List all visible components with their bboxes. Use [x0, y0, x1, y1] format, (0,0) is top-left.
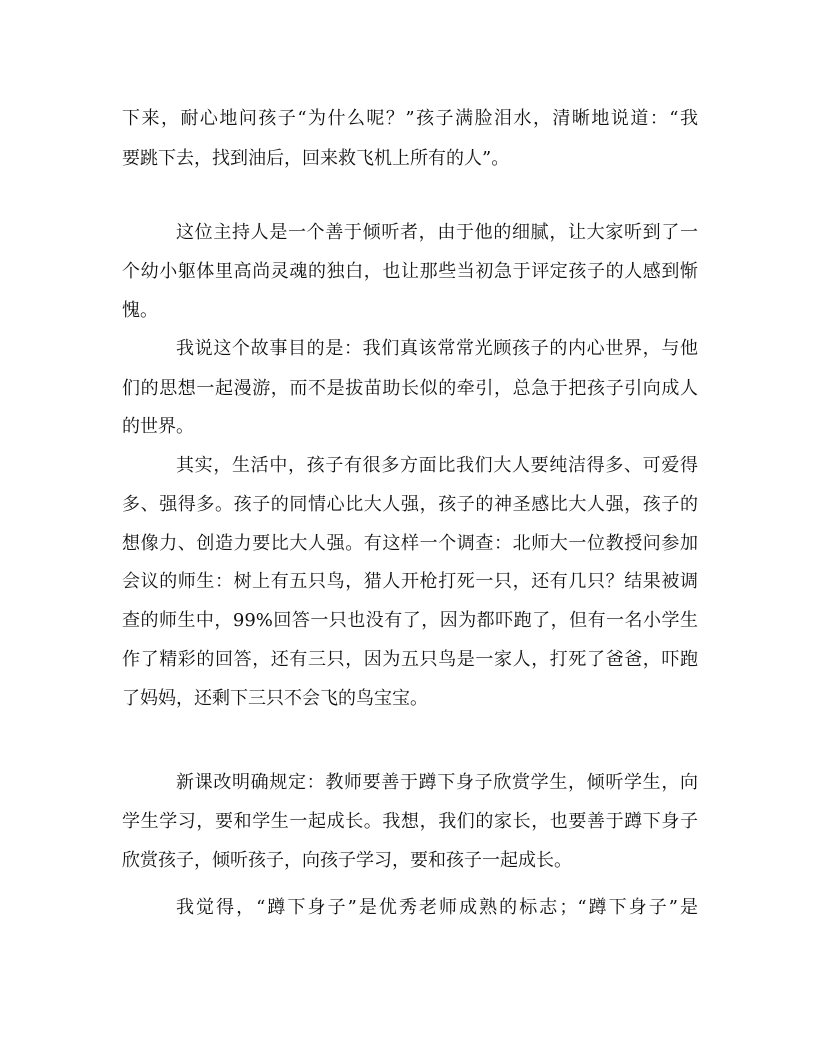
paragraph-1-line-1: 下来，耐心地问孩子“为什么呢？”孩子满脸泪水，清晰地说道：“我: [122, 108, 698, 129]
paragraph-5-line-1: 新课改明确规定：教师要善于蹲下身子欣赏学生，倾听学生，向: [176, 772, 698, 793]
paragraph-4-line-1: 其实，生活中，孩子有很多方面比我们大人要纯洁得多、可爱得: [176, 455, 698, 476]
paragraph-4-line-5: 查的师生中，99%回答一只也没有了，因为都吓跑了，但有一名小学生: [122, 610, 698, 631]
paragraph-4-line-2: 多、强得多。孩子的同情心比大人强，孩子的神圣感比大人强，孩子的: [122, 494, 698, 515]
paragraph-4-line-7: 了妈妈，还剩下三只不会飞的鸟宝宝。: [122, 688, 428, 709]
paragraph-4-line-3: 想像力、创造力要比大人强。有这样一个调查：北师大一位教授问参加: [122, 533, 698, 554]
paragraph-2-line-1: 这位主持人是一个善于倾听者，由于他的细腻，让大家听到了一: [176, 222, 698, 243]
paragraph-2-line-3: 愧。: [122, 300, 158, 321]
paragraph-3-line-3: 的世界。: [122, 416, 194, 437]
paragraph-5-line-3: 欣赏孩子，倾听孩子，向孩子学习，要和孩子一起成长。: [122, 850, 572, 871]
paragraph-1-line-2: 要跳下去，找到油后，回来救飞机上所有的人”。: [122, 148, 510, 169]
paragraph-5-line-2: 学生学习，要和学生一起成长。我想，我们的家长，也要善于蹲下身子: [122, 811, 698, 832]
paragraph-3-line-1: 我说这个故事目的是：我们真该常常光顾孩子的内心世界，与他: [176, 338, 698, 359]
paragraph-3-line-2: 们的思想一起漫游，而不是拔苗助长似的牵引，总急于把孩子引向成人: [122, 378, 698, 399]
paragraph-6-line-1: 我觉得，“蹲下身子”是优秀老师成熟的标志；“蹲下身子”是: [176, 897, 698, 918]
paragraph-4-line-6: 作了精彩的回答，还有三只，因为五只鸟是一家人，打死了爸爸，吓跑: [122, 649, 698, 670]
paragraph-4-line-4: 会议的师生：树上有五只鸟，猎人开枪打死一只，还有几只？结果被调: [122, 571, 698, 592]
paragraph-2-line-2: 个幼小躯体里高尚灵魂的独白，也让那些当初急于评定孩子的人感到惭: [122, 261, 698, 282]
